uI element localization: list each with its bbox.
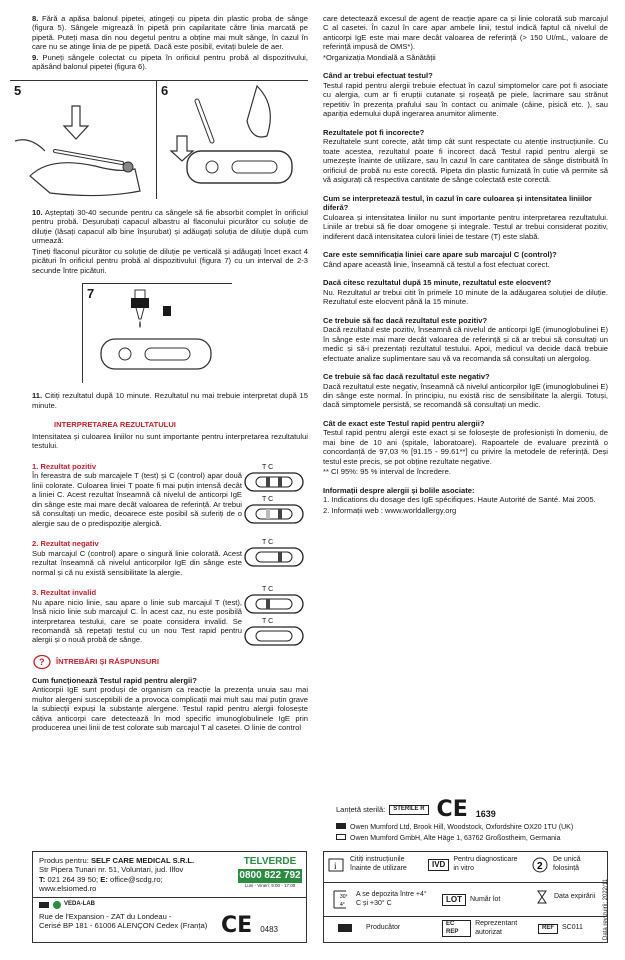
ce-mark-icon-2: CE [221,913,253,938]
sterile-lancet [336,796,496,824]
qa7-answer: Dacă rezultatul este pozitiv, înseamnă că nivelul de anticorpi IgE (imunoglobulinei E) în sânge este mai mare decât valoarea de referință și că ar trebui să consultați un medic și să-i prezentați rezultatul testului. Apoi, medicul va decide dacă trebuie efectuate analize suplimentare sau vă va recomanda să consultați un alergolog. [323,325,608,363]
dropper-cassette-illustration [83,284,232,383]
symbol-manufacturer [338,924,428,933]
ref-code: SC011 [562,924,583,932]
symbol-read-instructions [328,856,418,874]
step-8-num: 8. [32,14,39,23]
single-use-num: 2 [537,860,543,872]
tc-label-1: T C [262,463,274,471]
tc-label-4: T C [262,586,274,594]
single-use-icon [532,857,548,873]
symbol-storage-text: A se depozita între +4° C și +30° C [356,891,427,907]
figure-5 [10,81,157,199]
figure-6-number: 6 [161,82,169,98]
qa6-question: Dacă citesc rezultatul după 15 minute, rezultatul este elocvent? [323,278,552,288]
symbol-ec-rep-text: Reprezentant autorizat [475,920,518,936]
qa7-question: Ce trebuie să fac dacă rezultatul este pozitiv? [323,315,488,325]
telverde-title: TELVERDE [243,856,297,867]
result-invalid [32,578,308,646]
qa5-question: Care este semnificația liniei care apare sub marcajul C (control)? [323,250,557,260]
vedalab-logo [39,901,300,909]
step-10-text: Așteptați 30-40 secunde pentru ca sângele să fie absorbit complet în orificiul pentru probă. Deșurubați capacul albastru al flaconului picurător cu soluție de diluție (lăsați capacul alb bine înșurubat) și adăugați soluția de diluție după cum urmează: [32,207,308,246]
step-9-text: Puneți sângele colectat cu pipeta în orificiul pentru probă al dispozitivului, apăsând balonul pipetei (figura 6). [32,52,308,72]
temp-low: 4° [340,902,345,908]
email-label: E: [100,874,108,884]
step-11-text: Citiți rezultatul după 10 minute. Rezultatul nu mai trebuie interpretat după 15 minute. [32,391,308,410]
vedalab-name: VEDA-LAB [64,901,95,908]
lab-address-1: Rue de l'Expansion - ZAT du Londeau - [39,911,172,921]
qa10-question: Informații despre alergii și bolile asociate: [323,485,475,495]
website: www.elsiomed.ro [39,884,97,894]
qa1-question: Cum funcționează Testul rapid pentru alergii? [32,675,197,685]
ce-number: 1639 [475,809,496,820]
negative-cassette [242,529,308,578]
hourglass-icon [536,890,548,904]
telverde-badge [238,856,302,889]
question-bubble-icon [32,654,52,670]
figure-7-number: 7 [87,286,95,302]
ce-block [221,912,278,940]
left-column [14,14,308,734]
ref-box: REF [538,924,558,934]
sterile-badge: STERILE R [389,805,428,815]
phone: 021 264 39 50 [47,874,97,884]
tc-label-2: T C [262,495,274,503]
ce-number-2: 0483 [260,924,278,934]
symbol-expiry [536,890,608,904]
qa5-answer: Când apare această linie, înseamnă că testul a fost efectuat corect. [323,259,550,269]
qa-header [32,654,308,670]
vedalab-dot-icon [53,901,61,909]
qa3-question: Rezultatele pot fi incorecte? [323,127,425,137]
step-10 [32,208,308,246]
qa2-question: Când ar trebui efectuat testul? [323,71,433,81]
company-name: SELF CARE MEDICAL S.R.L. [90,856,195,865]
telverde-number: 0800 822 792 [238,869,302,884]
result-invalid-text: Nu apare nicio linie, sau apare o linie sub marcajul T (test), însă nicio linie sub marcajul C. În acest caz, nu este posibilă interpretarea testului, care se poate considera invalid. Se recomandă să repetați testul cu un nou Test rapid pentru alergii și o nouă probă de sânge. [32,597,242,645]
ec-rep-box: EC REP [442,920,471,937]
telverde-hours: Luni - Vineri: 9:00 - 17:00 [244,883,296,888]
symbols-box [323,851,608,943]
step-8 [32,14,308,52]
qa2-answer: Testul rapid pentru alergii trebuie efectuat în cazul simptomelor care pot fi asociate cu alergia, cum ar fi erupții cutanate și roșeață pe piele, lacrimare sau strănut repetitiv în prezența prafului sau în contact cu animale (câine, pisică etc. ), sau apariția edemului după ingerarea anumitor alimente. [323,80,608,119]
svg-text:?: ? [39,656,45,667]
book-info-icon [328,858,344,872]
factory-icon [39,902,49,908]
distributor-box [32,851,307,943]
step-8-text: Fără a apăsa balonul pipetei, atingeți cu pipeta din plastic proba de sânge (figura 5). Sângele migrează în pipetă prin capilaritate către linia marcată pe pipetă. Puteți masa din nou degetul pentru a obține mai mult sânge, în cazul în care nu se atinge linia de pe pipetă. Dacă este posibil, evitați bulele de aer. [32,14,308,52]
qa9-answer-note: ** CI 95%: 95 % interval de încredere. [323,467,451,477]
tc-label-3: T C [262,539,274,547]
sterile-label: Lanțetă sterilă: [336,805,386,815]
result-positive-title: 1. Rezultat pozitiv [32,461,97,471]
symbol-ivd-text: Pentru diagnosticare in vitro [453,856,518,872]
qa-list [323,71,608,515]
tc-label-5: T C [262,618,274,626]
step-10-num: 10. [32,207,43,217]
symbol-manufacturer-text: Producător [366,924,401,931]
qa8-answer: Dacă rezultatul este negativ, înseamnă că nivelul anticorpilor IgE (imunoglobulinei E) din sânge este normal. În principiu, nu există risc de sensibilitate la alergii. Totuși, dacă simptomele persistă, se recomandă să consultați un medic. [323,381,608,410]
positive-cassettes [242,452,308,529]
qa9-question: Cât de exact este Testul rapid pentru alergii? [323,418,485,428]
qa9-answer: Testul rapid pentru alergii este exact și se folosește de profesioniști în domeniu, de mai bine de 10 ani (spitale, laboratoare). Rapoartele de evaluare prezintă o concordanță de 97,03 % [91.15 - 99.61**] cu privire la metodele de referință. Deși testul este precis, se pot obține rezultate negative. [323,428,608,466]
who-note: *Organizația Mondială a Sănătății [323,52,436,62]
symbol-read-instructions-text: Citiți instrucțiunile înainte de utilizare [350,856,407,872]
cassette-positive-strong [244,472,304,492]
qa6-answer: Nu. Rezultatul ar trebui citit în primele 10 minute de la adăugarea soluției de diluție. Rezultatul este elocvent până la 15 minute. [323,287,608,307]
step-9 [32,53,308,72]
cassette-invalid-t-only [244,594,304,614]
symbol-ivd [428,856,523,874]
cassette-negative [244,547,304,567]
symbol-ec-rep [442,920,542,938]
symbol-storage [328,888,428,912]
result-positive [32,452,308,529]
step-9-num: 9. [32,52,39,62]
lab-address-2: Cerisé BP 181 - 61006 ALENÇON Cedex (Franța) [39,921,208,931]
svg-text:i: i [334,860,337,871]
ce-mark-icon: CE [436,797,468,822]
qa4-answer: Culoarea și intensitatea liniilor nu sunt importante pentru interpretarea rezultatului. Liniile ar trebui să fie doar omogene și integrale. Testul ar trebui considerat pozitiv, indiferent dacă intensitatea culorii liniei de testare (T) este slabă. [323,212,608,241]
qa8-question: Ce trebuie să fac dacă rezultatul este negativ? [323,372,490,382]
figure-6 [157,81,304,199]
contact-line: T: 021 264 39 50; E: office@scdg.ro; [39,874,163,884]
manufacturer-icon [336,823,346,829]
figure-5-number: 5 [14,82,22,98]
email: office@scdg.ro [109,874,161,884]
pipette-cassette-illustration [157,81,304,199]
symbol-lot [442,894,522,906]
result-negative-text: Sub marcajul C (control) apare o singură linie colorată. Acest rezultat înseamnă că nivelul anticorpilor IgE din sânge este normal și că nu există sensibilitate la alergie. [32,548,242,577]
produs-label: Produs pentru: [39,856,89,865]
owen-line-1 [336,823,573,833]
result-negative [32,529,308,578]
right-column [323,14,608,516]
result-invalid-title: 3. Rezultat invalid [32,588,97,598]
cassette-positive-weak [244,504,304,524]
symbol-single-use [532,856,608,874]
figure-7 [82,283,232,383]
manufacturer-outline-icon [336,834,346,840]
qa10-answer-2: 2. Informații web : www.worldallergy.org [323,505,457,515]
phone-label: T: [39,874,46,884]
qa1-answer: Anticorpii IgE sunt produși de organism ca reacție la prezența unuia sau mai multor alergeni susceptibili de a provoca complicații mai mult sau mai puțin grave la subiecții expuși la substanțe alergene. Testul rapid pentru alergii folosește câțiva anticorpi care detectează în mod specific imunoglobulinele IgE prin producerea unei linii de test colorate sub marcajul T al casetei. O linie de control [32,685,308,733]
invalid-cassettes [242,578,308,646]
cassette-invalid-none [244,626,304,646]
qa-title: ÎNTREBĂRI ȘI RĂSPUNSURI [56,657,159,667]
owen-address-2: Owen Mumford GmbH, Alte Häge 1, 63762 Großostheim, Germania [350,835,561,842]
figures-5-6 [10,80,308,198]
result-negative-title: 2. Rezultat negativ [32,539,99,549]
revision-date: Data revizuirii: 2022/11 [603,879,609,940]
thermometer-icon [328,888,352,912]
interpretation-text: Intensitatea și culoarea liniilor nu sunt importante pentru interpretarea rezultatului testului. [32,431,308,451]
company-address: Str Pipera Tunari nr. 51, Voluntari, jud. Ilfov [39,865,184,875]
step-11 [32,391,308,410]
result-positive-text: În fereastra de sub marcajele T (test) și C (control) apar două linii colorate. Culoarea liniei T poate fi mai puțin intensă decât a liniei C. Acest rezultat înseamnă că nivelul de anticorpi IgE din sânge este mai mare decât valoarea de referință. Ar trebui să consultați un medic, deoarece este posibil să suferiți de o alergie sau de o predispoziție alergică. [32,471,242,528]
symbol-expiry-text: Data expirării [554,892,596,900]
lot-box: LOT [442,894,466,906]
qa3-answer: Rezultatele sunt corecte, atât timp cât sunt respectate cu atenție instrucțiunile. Cu toate acestea, rezultatul poate fi incorect dacă Testul rapid pentru alergii se umezește înainte de utilizare, sau în cazul în care cantitatea de sânge distribuită în orificiul de probă nu este corectă. Pipeta din plastic furnizată în cutie vă permite să vă asigurați că respectiva cantitate de sânge colectată este corectă. [323,137,608,185]
qa1-answer-cont: care detectează excesul de agent de reacție apare ca și linie colorată sub marcajul C al casetei. În cazul în care apar ambele linii, testul indică faptul că nivelul de anticorpi IgE este mai mare decât valoarea de referință (> 150 UI/mL, valoare de referință impusă de OMS*). [323,14,608,52]
factory-icon-2 [338,924,352,932]
interpretation-title: INTERPRETAREA REZULTATULUI [54,420,176,430]
step-10-text-2: Țineți flaconul picurător cu soluție de diluție pe verticală și adăugați încet exact 4 picături în orificiul pentru probă al dispozitivului (figura 7) cu un interval de 2-3 secunde între picături. [32,246,308,275]
pipette-finger-illustration [10,81,157,199]
ivd-box: IVD [428,859,449,871]
symbol-ref [538,924,608,934]
qa4-question: Cum se interpretează testul, în cazul în care culoarea și intensitatea liniilor diferă? [323,193,592,213]
qa10-answer: 1. Indications du dosage des IgE spécifiques. Haute Autorité de Santé. Mai 2005. [323,495,596,505]
symbol-single-use-text: De unică folosință [553,856,581,872]
step-11-num: 11. [32,391,43,401]
owen-line-2 [336,834,560,844]
owen-address-1: Owen Mumford Ltd, Brook Hill, Woodstock, Oxfordshire OX20 1TU (UK) [350,824,574,831]
symbol-lot-text: Număr lot [470,895,501,903]
temp-high: 30° [340,894,348,900]
